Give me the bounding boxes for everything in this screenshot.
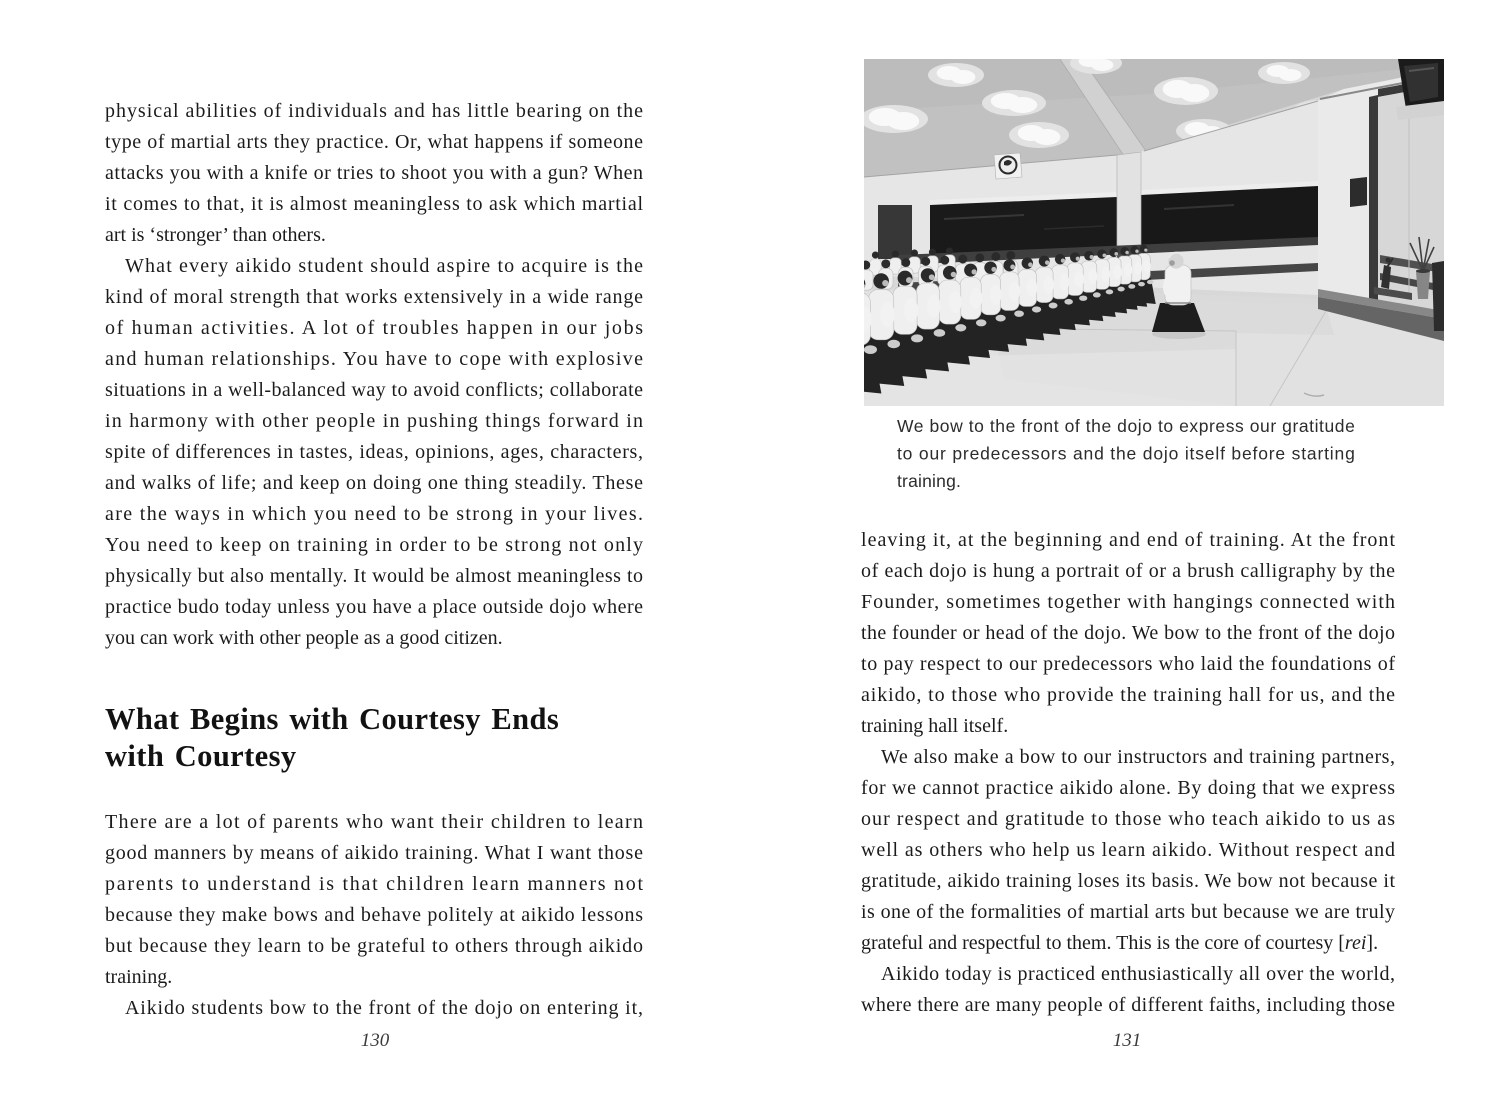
- text-line: leaving it, at the beginning and end of training. At the front: [861, 529, 1395, 551]
- text-line: type of martial arts they practice. Or, what happens if someone: [105, 131, 643, 153]
- text-line: and walks of life; and keep on doing one thing steadily. These: [105, 472, 643, 494]
- text-line: physically but also mentally. It would be almost meaningless to: [105, 565, 643, 587]
- text-line: our respect and gratitude to those who teach aikido to us as: [861, 808, 1395, 830]
- text-line: training hall itself.: [861, 715, 1009, 737]
- text-line: Aikido today is practiced enthusiastically all over the world,: [881, 963, 1395, 985]
- text-line: spite of differences in tastes, ideas, opinions, ages, characters,: [105, 441, 643, 463]
- left-body-text-bottom: [105, 797, 653, 1035]
- text-line: to pay respect to our predecessors who laid the foundations of: [861, 653, 1395, 675]
- wall-tv: [1396, 59, 1444, 120]
- text-line: good manners by means of aikido training. What I want those: [105, 842, 643, 864]
- text-line: We bow to the front of the dojo to express our gratitude: [897, 416, 1355, 436]
- heading-line-1: What Begins with Courtesy Ends: [105, 702, 560, 736]
- text-line: We also make a bow to our instructors and training partners,: [881, 746, 1395, 768]
- text-line: gratitude, aikido training loses its basis. We bow not because it: [861, 870, 1395, 892]
- text-line: and human relationships. You have to cope with explosive: [105, 348, 643, 370]
- text-line: You need to keep on training in order to be strong not only: [105, 534, 643, 556]
- photo-caption: [897, 405, 1367, 505]
- text-line: for we cannot practice aikido alone. By doing that we express: [861, 777, 1395, 799]
- left-body-text-top: [105, 86, 653, 658]
- dojo-photo-svg: [864, 59, 1444, 406]
- text-line: kind of moral strength that works extensively in a wide range: [105, 286, 643, 308]
- text-line: it comes to that, it is almost meaningless to ask which martial: [105, 193, 643, 215]
- text-line: to our predecessors and the dojo itself before starting: [897, 443, 1355, 464]
- text-line: because they make bows and behave politely at aikido lessons: [105, 904, 643, 926]
- wall-speaker: [1350, 177, 1367, 207]
- text-line: attacks you with a knife or tries to shoot you with a gun? When: [105, 162, 643, 184]
- text-line: where there are many people of different faiths, including those: [861, 994, 1395, 1016]
- text-line: of each dojo is hung a portrait of or a brush calligraphy by the: [861, 560, 1395, 582]
- text-line: of human activities. A lot of troubles happen in our jobs: [105, 317, 643, 339]
- dojo-photo: [864, 59, 1444, 406]
- text-line: in harmony with other people in pushing things forward in: [105, 410, 643, 432]
- page-number-left: 130: [360, 1030, 390, 1051]
- section-heading: [105, 701, 653, 775]
- text-line: training.: [105, 966, 173, 988]
- text-line: parents to understand is that children learn manners not: [105, 873, 643, 895]
- heading-line-2: with Courtesy: [105, 739, 297, 773]
- text-line: Founder, sometimes together with hangings connected with: [861, 591, 1395, 613]
- page-number-right: 131: [1112, 1030, 1142, 1051]
- text-line: the founder or head of the dojo. We bow to the front of the dojo: [861, 622, 1395, 644]
- text-line: but because they learn to be grateful to others through aikido: [105, 935, 643, 957]
- dojo-emblem: [994, 153, 1022, 179]
- text-line: you can work with other people as a good citizen.: [105, 627, 503, 649]
- text-line: situations in a well-balanced way to avoid conflicts; collaborate: [105, 379, 643, 401]
- text-line: aikido, to those who provide the training hall for us, and the: [861, 684, 1395, 706]
- text-line: grateful and respectful to them. This is the core of courtesy [rei].: [861, 932, 1379, 954]
- text-line: is one of the formalities of martial arts but because we are truly: [861, 901, 1395, 923]
- text-line: What every aikido student should aspire to acquire is the: [125, 255, 643, 277]
- right-body-text: [861, 515, 1406, 1027]
- text-line: There are a lot of parents who want their children to learn: [105, 811, 643, 833]
- text-line: Aikido students bow to the front of the dojo on entering it,: [125, 997, 643, 1019]
- text-line: well as others who help us learn aikido. Without respect and: [861, 839, 1395, 861]
- text-line: training.: [897, 471, 962, 491]
- text-line: art is ‘stronger’ than others.: [105, 224, 326, 246]
- text-line: are the ways in which you need to be strong in your lives.: [105, 503, 643, 525]
- text-line: practice budo today unless you have a place outside dojo where: [105, 596, 643, 618]
- text-line: physical abilities of individuals and has little bearing on the: [105, 100, 643, 122]
